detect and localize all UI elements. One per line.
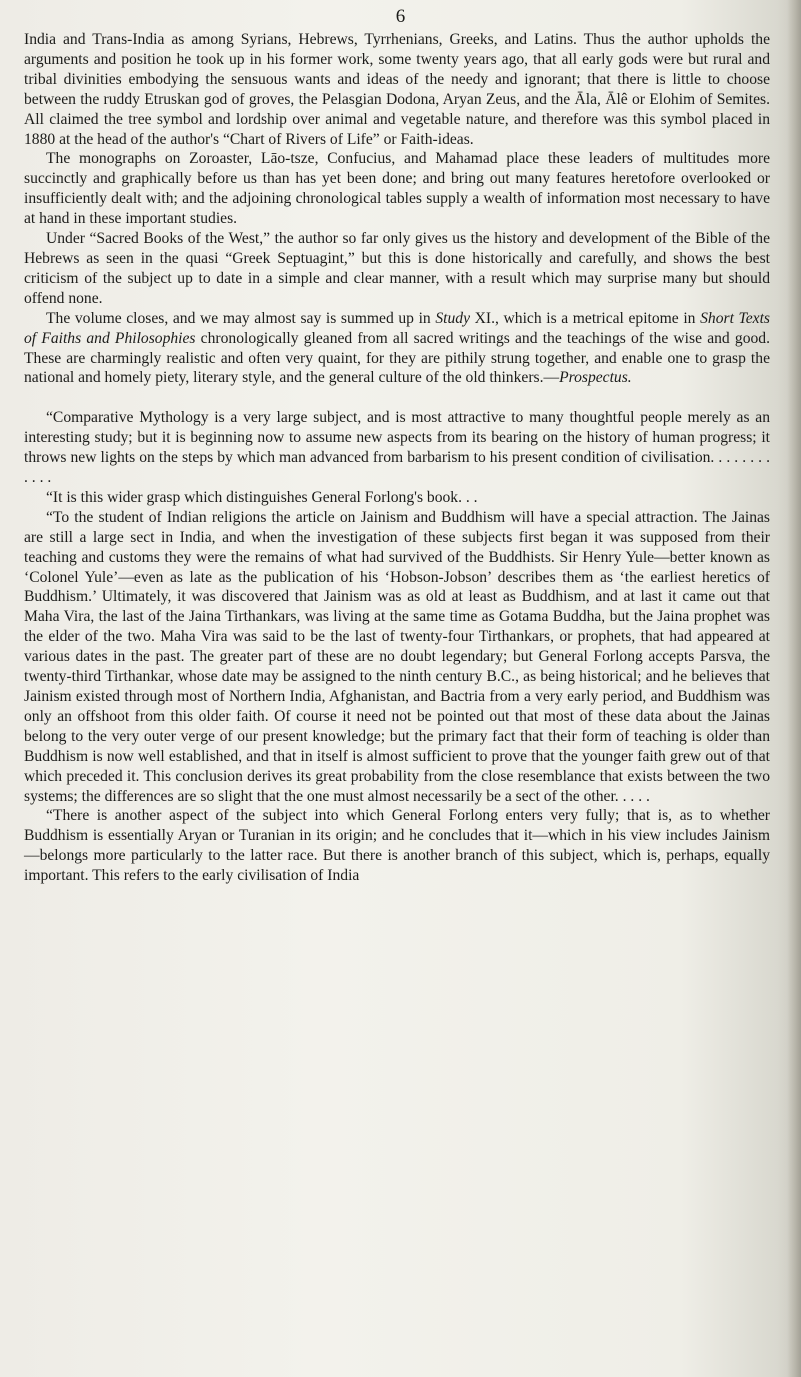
quote-comparative-mythology: “Comparative Mythology is a very large subject, and is most attractive to many thoughtful people merely as an interesting study; but it is beginning now to assume new aspects from its bearing on the history of human progress; it throws new lights on the steps by which man advanced from barbarism to his present condition of civilisation. . . . . . . . . . . .	[24, 409, 770, 487]
page-edge-shadow	[787, 0, 801, 1377]
page-body	[24, 30, 770, 886]
prospectus-signature: Prospectus.	[559, 369, 632, 387]
paragraph-volume-closes-part: chronologically gleaned from all sacred writings and the teachings of the wise and good. These are charmingly realistic and often very quaint, for they are pithily strung together, and enable one to grasp the national and homely piety, literary style, and the general culture of the old thinkers.—	[24, 329, 770, 387]
paragraph-sacred-books: Under “Sacred Books of the West,” the author so far only gives us the history and development of the Bible of the Hebrews as seen in the quasi “Greek Septuagint,” but this is done historically and carefully, and shows the best criticism of the subject up to date in a simple and clear manner, with a result which may surprise many but should offend none.	[24, 230, 770, 307]
study-italic: Study	[435, 309, 471, 327]
paragraph-volume-closes-part: XI., which is a metrical epitome in	[470, 309, 701, 327]
quote-wider-grasp: “It is this wider grasp which distinguishes General Forlong's book. . .	[46, 488, 478, 506]
paragraph-volume-closes-part: The volume closes, and we may almost say is summed up in	[46, 309, 436, 327]
paragraph-india-trans-india: India and Trans-India as among Syrians, Hebrews, Tyrrhenians, Greeks, and Latins. Thus the author upholds the arguments and position he took up in his former work, some twenty years ago, that all early gods were but rural and tribal divinities embodying the sensuous wants and ideas of the needy and ignorant; that there is little to choose between the ruddy Etruskan god of groves, the Pelasgian Dodona, Aryan Zeus, and the Āla, Ālê or Elohim of Semites. All claimed the tree symbol and lordship over animal and vegetable nature, and therefore was this symbol placed in 1880 at the head of the author's “Chart of Rivers of Life” or Faith-ideas.	[24, 31, 770, 148]
page-number: 6	[395, 6, 406, 27]
paragraph-volume-closes	[24, 309, 770, 389]
quote-indian-religions: “To the student of Indian religions the article on Jainism and Buddhism will have a special attraction. The Jainas are still a large sect in India, and when the investigation of these subjects first began it was supposed from their teaching and customs they were the remains of what had survived of the Buddhists. Sir Henry Yule—better known as ‘Colonel Yule’—even as late as the publication of his ‘Hobson-Jobson’ describes them as ‘the earliest heretics of Buddhism.’ Ultimately, it was discovered that Jainism was as old at least as Buddhism, and at last it came out that Maha Vira, the last of the Jaina Tirthankars, was living at the same time as Gotama Buddha, but the Jaina prophet was the elder of the two. Maha Vira was said to be the last of twenty-four Tirthankars, or prophets, that had appeared at various dates in the past. The greater part of these are no doubt legendary; but General Forlong accepts Parsva, the twenty-third Tirthankar, whose date may be assigned to the ninth century B.C., as being historical; and he believes that Jainism existed through most of Northern India, Afghanistan, and Bactria from a very early period, and Buddhism was only an offshoot from this older faith. Of course it need not be pointed out that most of these data about the Jainas belong to the very outer verge of our present knowledge; but the primary fact that their form of teaching is older than Buddhism is now well established, and that in itself is almost sufficient to prove that the younger faith grew out of that which preceded it. This conclusion derives its great probability from the close resemblance that exists between the two systems; the differences are so slight that the one must almost necessarily be a sect of the other. . . . .	[24, 508, 770, 805]
short-texts-title: Short Texts of Faiths and Philosophies	[24, 309, 771, 347]
paragraph-monographs: The monographs on Zoroaster, Lāo-tsze, Confucius, and Mahamad place these leaders of multitudes more succinctly and graphically before us than has yet been done; and bring out many features heretofore overlooked or insufficiently dealt with; and the adjoining chronological tables supply a wealth of information most necessary to have at hand in these important studies.	[24, 150, 770, 228]
quote-another-aspect: “There is another aspect of the subject into which General Forlong enters very fully; that is, as to whether Buddhism is essentially Aryan or Turanian in its origin; and he concludes that it—which in his view includes Jainism—belongs more particularly to the latter race. But there is another branch of this subject, which is, perhaps, equally important. This refers to the early civilisation of India	[24, 807, 770, 885]
